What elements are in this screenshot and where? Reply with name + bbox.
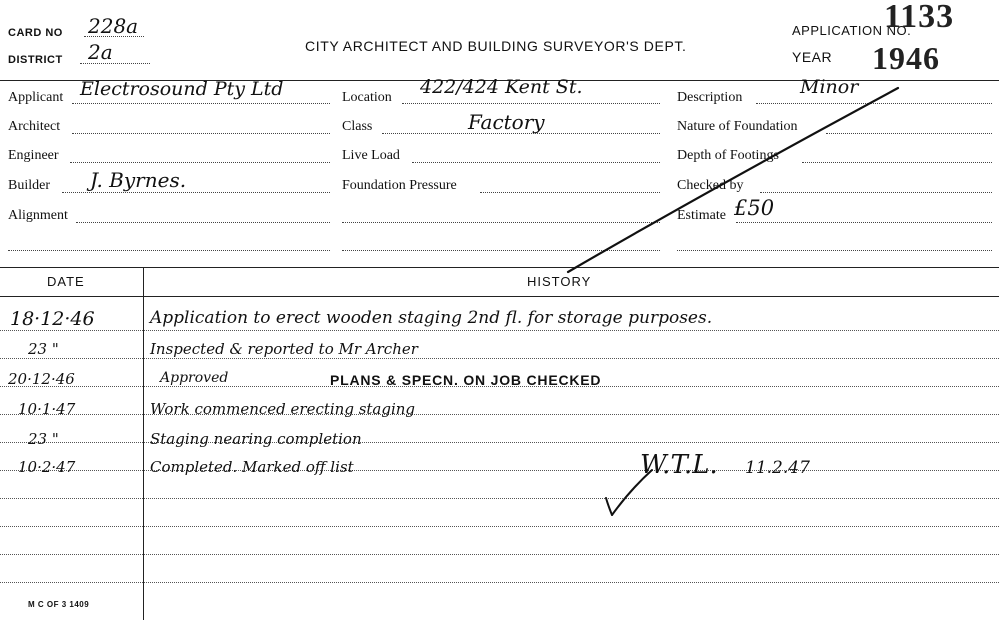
col2-line-6 <box>342 250 660 251</box>
history-top-rule <box>0 267 999 268</box>
depth-line <box>802 162 992 163</box>
depth-of-footings-label: Depth of Footings <box>677 148 779 163</box>
history-entry: Staging nearing completion <box>150 430 362 448</box>
history-header-rule <box>0 296 999 297</box>
checked-by-label: Checked by <box>677 178 744 193</box>
nature-line <box>826 133 992 134</box>
form-code: M C OF 3 1409 <box>28 600 90 609</box>
description-label: Description <box>677 90 743 105</box>
district-line <box>80 63 150 64</box>
estimate-line <box>736 222 992 223</box>
architect-line <box>72 133 330 134</box>
class-label: Class <box>342 119 373 134</box>
checked-line <box>760 192 992 193</box>
history-date: 23 " <box>28 340 59 358</box>
nature-of-foundation-label: Nature of Foundation <box>677 119 798 134</box>
history-date: 18·12·46 <box>10 308 95 330</box>
history-entry: Work commenced erecting staging <box>150 400 416 418</box>
description-value: Minor <box>800 76 859 98</box>
class-line <box>382 133 660 134</box>
history-entry: Completed. Marked off list <box>150 458 354 476</box>
description-line <box>756 103 992 104</box>
date-header: DATE <box>47 274 85 289</box>
alignment-line-2 <box>8 250 330 251</box>
history-entry: Inspected & reported to Mr Archer <box>150 340 418 358</box>
application-number: 1133 <box>884 0 955 35</box>
district-label: DISTRICT <box>8 54 63 66</box>
district-value: 2a <box>88 40 113 64</box>
row-line <box>0 330 999 331</box>
row-line <box>0 582 999 583</box>
engineer-label: Engineer <box>8 148 59 163</box>
row-line <box>0 498 999 499</box>
foundation-pressure-line <box>480 192 660 193</box>
architect-label: Architect <box>8 119 61 134</box>
estimate-label: Estimate <box>677 208 726 223</box>
class-value: Factory <box>468 110 545 134</box>
history-entry: Approved <box>160 370 229 386</box>
estimate-value: £50 <box>734 196 775 220</box>
foundation-pressure-label: Foundation Pressure <box>342 178 457 193</box>
builder-label: Builder <box>8 178 50 193</box>
live-load-label: Live Load <box>342 148 400 163</box>
live-load-line <box>412 162 660 163</box>
history-date: 20·12·46 <box>8 370 75 388</box>
year-value: 1946 <box>872 40 940 76</box>
history-date: 10·2·47 <box>18 458 76 476</box>
card-no-line <box>84 36 144 37</box>
card-no-label: CARD NO <box>8 27 63 39</box>
history-entry: Application to erect wooden staging 2nd fl. for storage purposes. <box>150 308 713 328</box>
location-value: 422/424 Kent St. <box>420 76 583 98</box>
col3-line-6 <box>677 250 992 251</box>
location-line <box>402 103 660 104</box>
location-label: Location <box>342 90 392 105</box>
engineer-line <box>70 162 330 163</box>
history-header: HISTORY <box>527 274 592 289</box>
applicant-value: Electrosound Pty Ltd <box>80 78 284 100</box>
card-no-value: 228a <box>88 14 139 38</box>
department-title: CITY ARCHITECT AND BUILDING SURVEYOR'S DEPT. <box>305 38 687 54</box>
col2-line-5 <box>342 222 660 223</box>
applicant-label: Applicant <box>8 90 64 105</box>
plans-checked-stamp: PLANS & SPECN. ON JOB CHECKED <box>330 372 602 388</box>
year-label: YEAR <box>792 49 833 65</box>
date-column-divider <box>143 268 144 620</box>
row-line <box>0 554 999 555</box>
builder-line <box>62 192 330 193</box>
history-date: 23 " <box>28 430 59 448</box>
alignment-line <box>76 222 330 223</box>
alignment-label: Alignment <box>8 208 68 223</box>
signature-date: 11.2.47 <box>745 458 810 478</box>
builder-value: J. Byrnes. <box>90 168 187 192</box>
row-line <box>0 358 999 359</box>
application-label: APPLICATION NO. <box>792 23 912 38</box>
applicant-line <box>72 103 330 104</box>
history-date: 10·1·47 <box>18 400 76 418</box>
row-line <box>0 526 999 527</box>
inspector-signature: W.T.L. <box>640 450 718 480</box>
